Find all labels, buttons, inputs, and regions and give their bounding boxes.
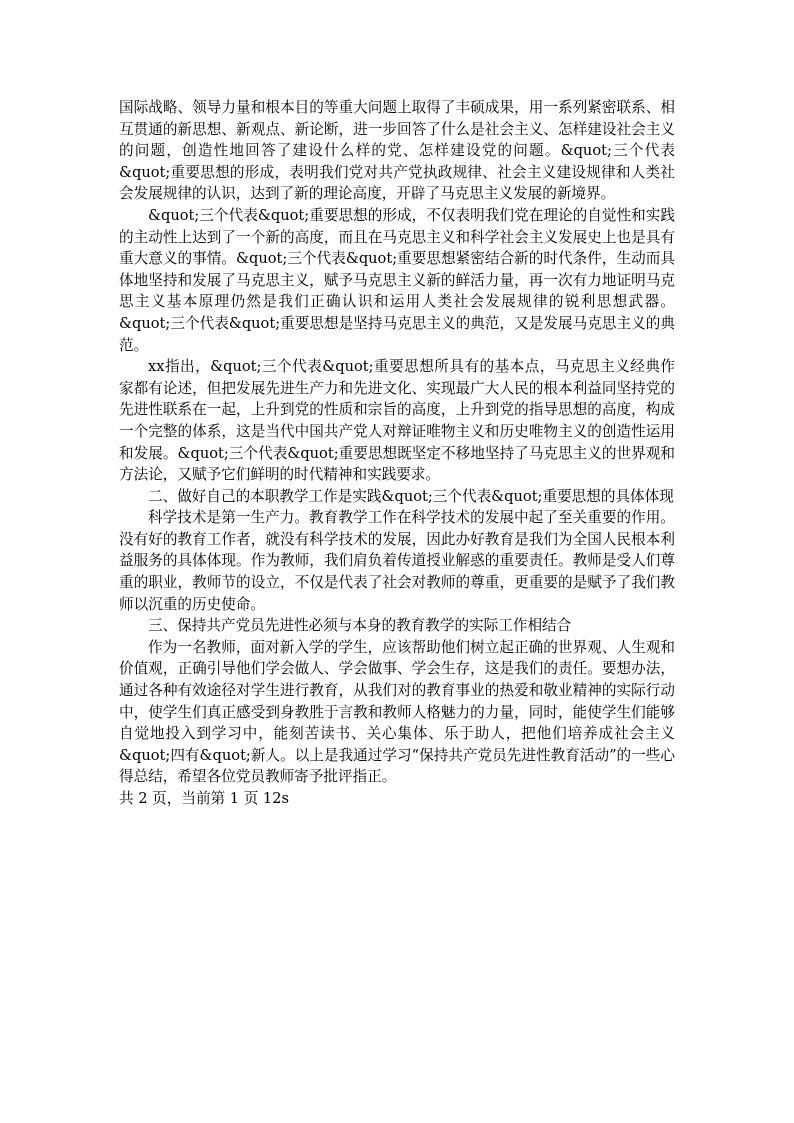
paragraph-4: 科学技术是第一生产力。教育教学工作在科学技术的发展中起了至关重要的作用。没有好的教育工作者，就没有科学技术的发展，因此办好教育是我们为全国人民根本利益服务的具体体现。作为教师，我们肩负着传道授业解惑的重要责任。教师是受人们尊重的职业，教师节的设立，不仅是代表了社会对教师的尊重，更重要的是赋予了我们教师以沉重的历史使命。	[119, 509, 675, 613]
document-body	[119, 97, 675, 810]
paragraph-1: 国际战略、领导力量和根本目的等重大问题上取得了丰硕成果，用一系列紧密联系、相互贯通的新思想、新观点、新论断，进一步回答了什么是社会主义、怎样建设社会主义的问题，创造性地回答了建设什么样的党、怎样建设党的问题。&quot;三个代表&quot;重要思想的形成，表明我们党对共产党执政规律、社会主义建设规律和人类社会发展规律的认识，达到了新的理论高度，开辟了马克思主义发展的新境界。	[119, 99, 675, 203]
paragraph-5: 作为一名教师，面对新入学的学生，应该帮助他们树立起正确的世界观、人生观和价值观，正确引导他们学会做人、学会做事、学会生存，这是我们的责任。要想办法，通过各种有效途径对学生进行教育，从我们对的教育事业的热爱和敬业精神的实际行动中，使学生们真正感受到身教胜于言教和教师人格魅力的力量，同时，能使学生们能够自觉地投入到学习中，能刻苦读书、关心集体、乐于助人，把他们培养成社会主义&quot;四有&quot;新人。以上是我通过学习“保持共产党员先进性教育活动”的一些心得总结，希望各位党员教师寄予批评指正。	[119, 638, 675, 786]
page-footer: 共 2 页，当前第 1 页 12s	[119, 790, 289, 807]
section-heading-2: 二、做好自己的本职教学工作是实践&quot;三个代表&quot;重要思想的具体体现	[148, 487, 674, 505]
paragraph-3: xx指出，&quot;三个代表&quot;重要思想所具有的基本点，马克思主义经典作家都有论述，但把发展先进生产力和先进文化、实现最广大人民的根本利益同坚持党的先进性联系在一起，上升到党的性质和宗旨的高度，上升到党的指导思想的高度，构成一个完整的体系，这是当代中国共产党人对辩证唯物主义和历史唯物主义的创造性运用和发展。&quot;三个代表&quot;重要思想既坚定不移地坚持了马克思主义的世界观和方法论，又赋予它们鲜明的时代精神和实践要求。	[119, 358, 675, 484]
paragraph-2: &quot;三个代表&quot;重要思想的形成，不仅表明我们党在理论的自觉性和实践的主动性上达到了一个新的高度，而且在马克思主义和科学社会主义发展史上也是具有重大意义的事情。&quot;三个代表&quot;重要思想紧密结合新的时代条件，生动而具体地坚持和发展了马克思主义，赋予马克思主义新的鲜活力量，再一次有力地证明马克思主义基本原理仍然是我们正确认识和运用人类社会发展规律的锐利思想武器。&quot;三个代表&quot;重要思想是坚持马克思主义的典范，又是发展马克思主义的典范。	[119, 206, 675, 354]
section-heading-3: 三、保持共产党员先进性必须与本身的教育教学的实际工作相结合	[148, 617, 572, 635]
